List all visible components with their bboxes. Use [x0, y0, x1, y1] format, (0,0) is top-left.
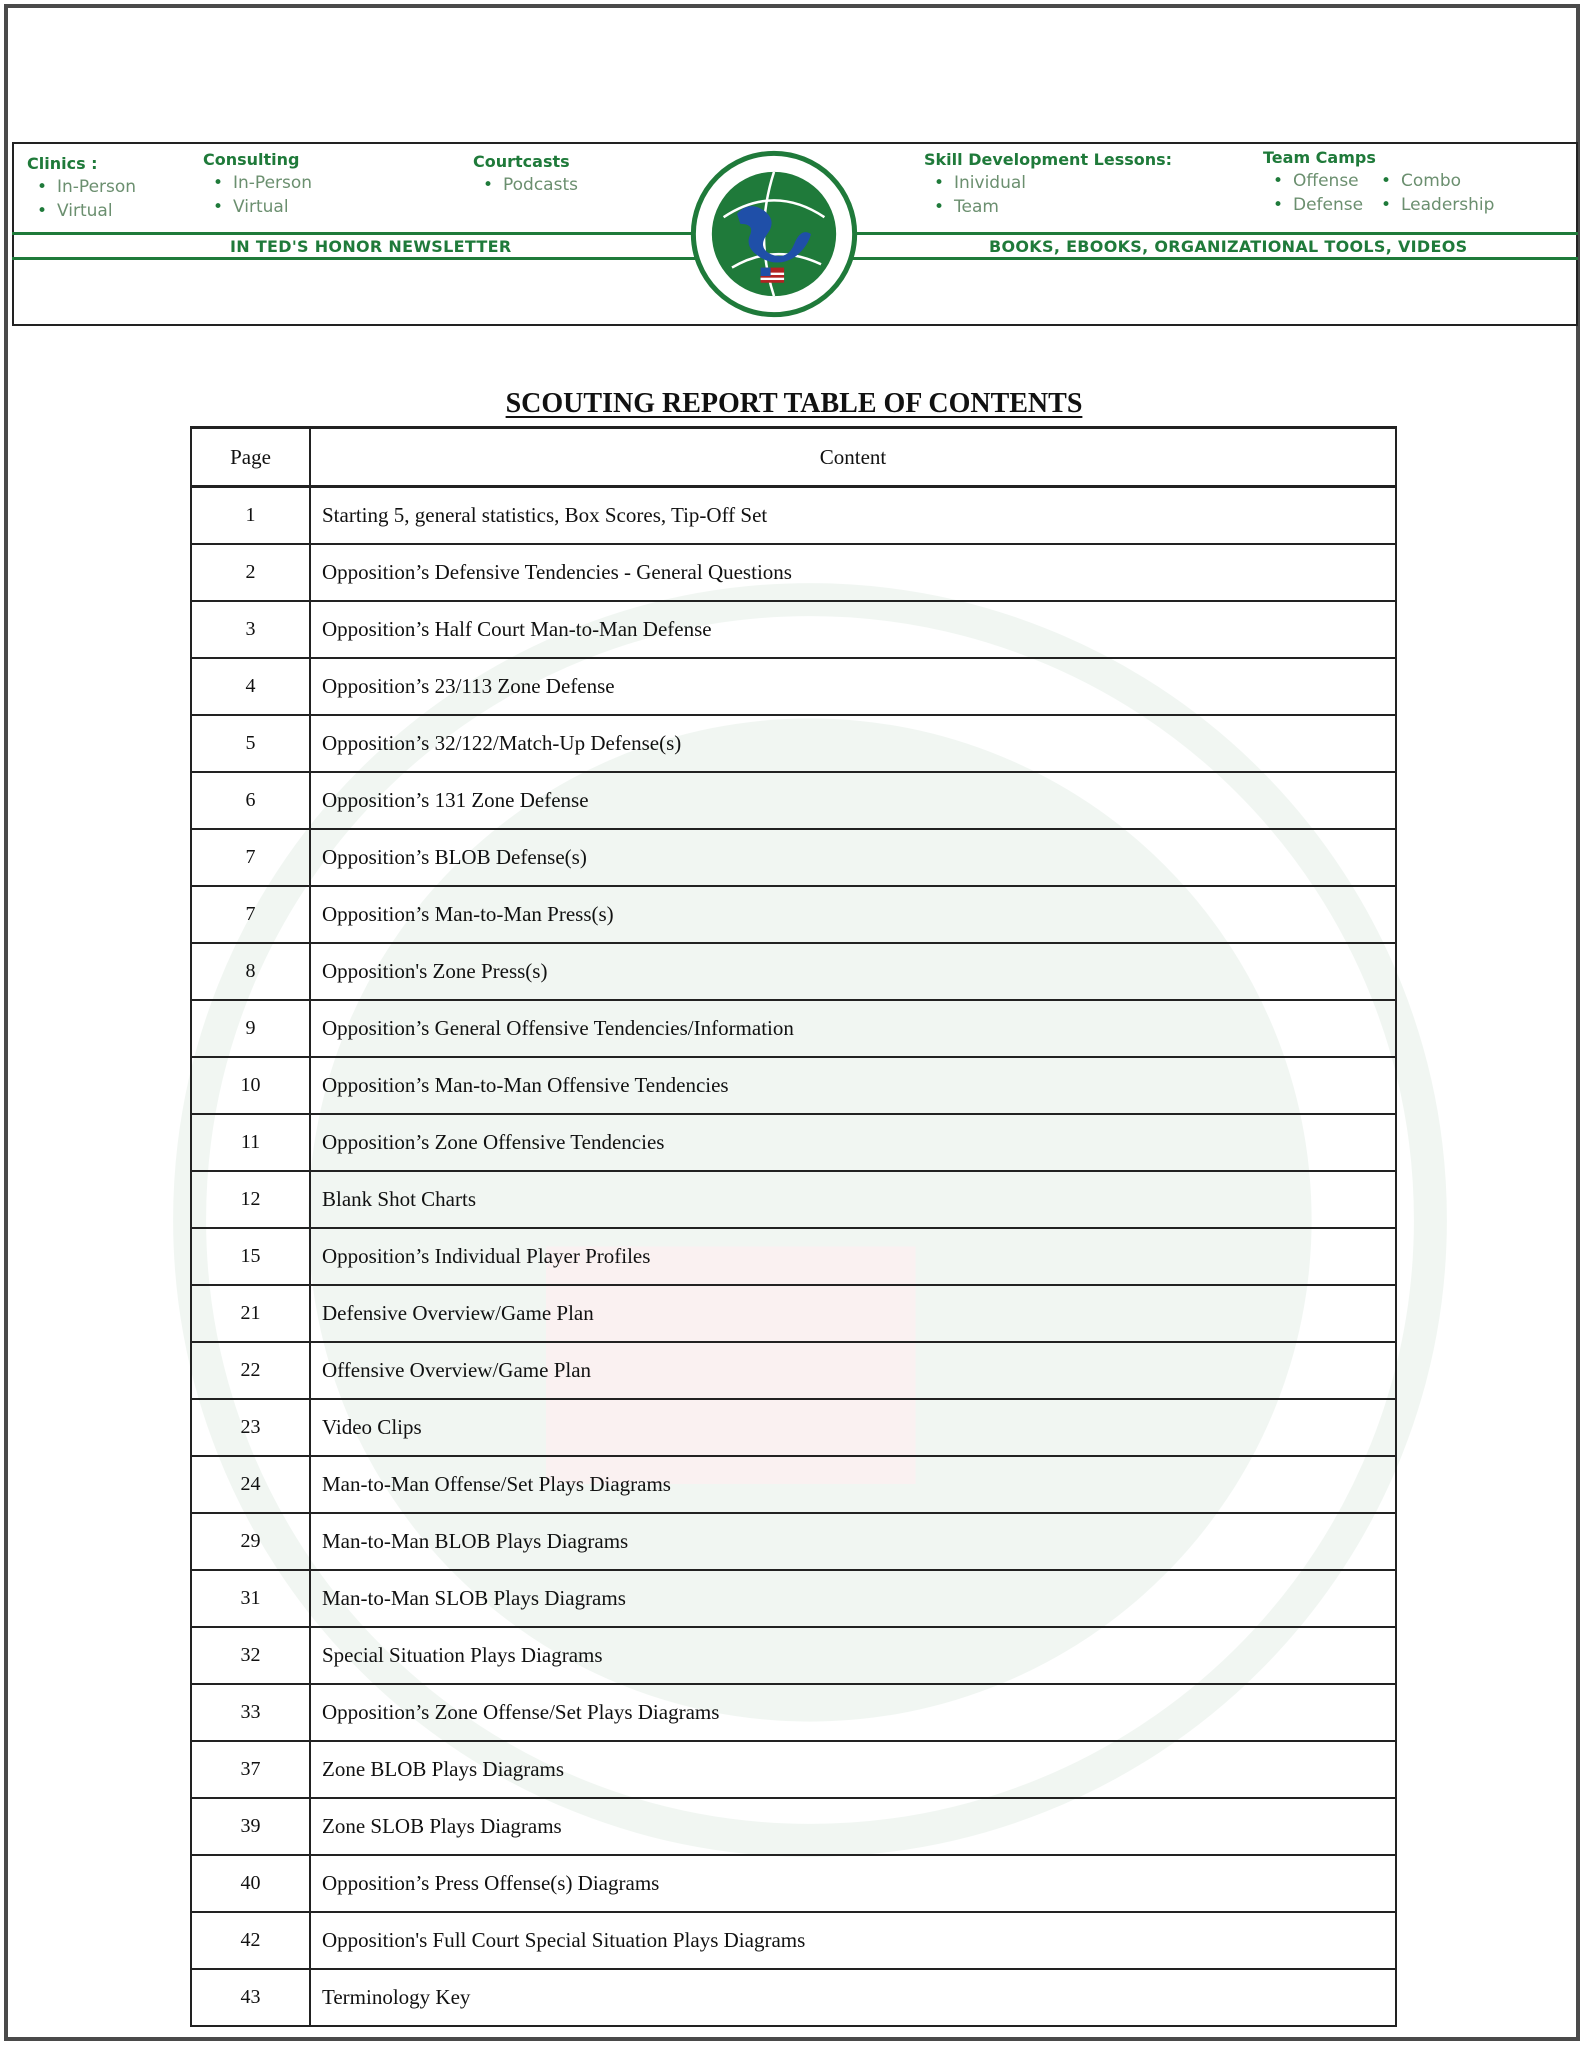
- page-title-text: SCOUTING REPORT TABLE OF CONTENTS: [505, 388, 1083, 419]
- content-cell: Special Situation Plays Diagrams: [310, 1627, 1396, 1684]
- page-number-cell: 12: [191, 1171, 310, 1228]
- table-row: [191, 1228, 1396, 1285]
- consulting-title: Consulting: [203, 150, 300, 169]
- content-cell: Opposition’s 32/122/Match-Up Defense(s): [310, 715, 1396, 772]
- content-cell: Opposition’s General Offensive Tendencies/Information: [310, 1000, 1396, 1057]
- table-row: [191, 1000, 1396, 1057]
- content-cell: Man-to-Man SLOB Plays Diagrams: [310, 1570, 1396, 1627]
- table-row: [191, 1741, 1396, 1798]
- content-cell: Opposition’s Man-to-Man Press(s): [310, 886, 1396, 943]
- content-cell: Opposition’s BLOB Defense(s): [310, 829, 1396, 886]
- network-logo: [690, 150, 858, 318]
- table-row: [191, 601, 1396, 658]
- team-camps-item: • Combo: [1401, 169, 1511, 193]
- page-number-cell: 10: [191, 1057, 310, 1114]
- page-number-cell: 15: [191, 1228, 310, 1285]
- page-number-cell: 8: [191, 943, 310, 1000]
- page-number-cell: 29: [191, 1513, 310, 1570]
- page-number-cell: 42: [191, 1912, 310, 1969]
- newsletter-banner: IN TED'S HONOR NEWSLETTER: [230, 237, 512, 256]
- table-row: [191, 772, 1396, 829]
- table-row: [191, 544, 1396, 601]
- table-row: [191, 715, 1396, 772]
- team-camps-section: [1263, 148, 1511, 217]
- consulting-item: • In-Person: [233, 171, 312, 195]
- courtcasts-title: Courtcasts: [473, 152, 570, 171]
- table-row: [191, 1171, 1396, 1228]
- page-number-cell: 24: [191, 1456, 310, 1513]
- content-cell: Zone BLOB Plays Diagrams: [310, 1741, 1396, 1798]
- table-row: [191, 1912, 1396, 1969]
- page-number-cell: 5: [191, 715, 310, 772]
- content-cell: Blank Shot Charts: [310, 1171, 1396, 1228]
- table-row: [191, 943, 1396, 1000]
- table-row: [191, 1570, 1396, 1627]
- content-cell: Defensive Overview/Game Plan: [310, 1285, 1396, 1342]
- page-number-cell: 43: [191, 1969, 310, 2026]
- table-row: [191, 1114, 1396, 1171]
- resources-banner: BOOKS, EBOOKS, ORGANIZATIONAL TOOLS, VIDEOS: [989, 237, 1468, 256]
- column-header-content: Content: [310, 428, 1396, 487]
- table-row: [191, 886, 1396, 943]
- team-camps-title: Team Camps: [1263, 148, 1376, 167]
- skill-development-title: Skill Development Lessons:: [924, 150, 1173, 169]
- content-cell: Man-to-Man BLOB Plays Diagrams: [310, 1513, 1396, 1570]
- skill-development-item: • Inividual: [954, 171, 1172, 195]
- table-row: [191, 1399, 1396, 1456]
- page-number-cell: 40: [191, 1855, 310, 1912]
- table-row: [191, 1798, 1396, 1855]
- page-number-cell: 9: [191, 1000, 310, 1057]
- content-cell: Opposition's Full Court Special Situation Plays Diagrams: [310, 1912, 1396, 1969]
- content-cell: Opposition’s Press Offense(s) Diagrams: [310, 1855, 1396, 1912]
- skill-development-section: [924, 150, 1172, 219]
- content-cell: Opposition's Zone Press(s): [310, 943, 1396, 1000]
- page-number-cell: 37: [191, 1741, 310, 1798]
- content-cell: Opposition’s 23/113 Zone Defense: [310, 658, 1396, 715]
- skill-development-item: • Team: [954, 195, 1172, 219]
- clinics-item: • Virtual: [57, 199, 136, 223]
- consulting-section: [203, 150, 312, 219]
- content-cell: Offensive Overview/Game Plan: [310, 1342, 1396, 1399]
- page-number-cell: 21: [191, 1285, 310, 1342]
- content-cell: Opposition’s Defensive Tendencies - General Questions: [310, 544, 1396, 601]
- content-cell: Opposition’s 131 Zone Defense: [310, 772, 1396, 829]
- page-number-cell: 31: [191, 1570, 310, 1627]
- table-row: [191, 1684, 1396, 1741]
- page-number-cell: 33: [191, 1684, 310, 1741]
- team-camps-item: • Leadership: [1401, 193, 1511, 217]
- page-number-cell: 1: [191, 487, 310, 545]
- table-row: [191, 487, 1396, 545]
- page-number-cell: 23: [191, 1399, 310, 1456]
- content-cell: Opposition’s Individual Player Profiles: [310, 1228, 1396, 1285]
- content-cell: Terminology Key: [310, 1969, 1396, 2026]
- page-number-cell: 7: [191, 886, 310, 943]
- page-number-cell: 4: [191, 658, 310, 715]
- page-number-cell: 32: [191, 1627, 310, 1684]
- content-cell: Opposition’s Man-to-Man Offensive Tendencies: [310, 1057, 1396, 1114]
- courtcasts-item: • Podcasts: [503, 173, 578, 197]
- content-cell: Opposition’s Zone Offensive Tendencies: [310, 1114, 1396, 1171]
- content-cell: Opposition’s Half Court Man-to-Man Defense: [310, 601, 1396, 658]
- table-row: [191, 658, 1396, 715]
- table-header-row: [191, 428, 1396, 487]
- page-number-cell: 3: [191, 601, 310, 658]
- page-number-cell: 6: [191, 772, 310, 829]
- table-row: [191, 1969, 1396, 2026]
- page-number-cell: 22: [191, 1342, 310, 1399]
- content-cell: Zone SLOB Plays Diagrams: [310, 1798, 1396, 1855]
- team-camps-item: • Defense: [1293, 193, 1401, 217]
- table-row: [191, 1456, 1396, 1513]
- page-number-cell: 39: [191, 1798, 310, 1855]
- page-number-cell: 11: [191, 1114, 310, 1171]
- content-cell: Video Clips: [310, 1399, 1396, 1456]
- content-cell: Man-to-Man Offense/Set Plays Diagrams: [310, 1456, 1396, 1513]
- table-body: [191, 487, 1396, 2027]
- clinics-section: [27, 154, 136, 223]
- clinics-item: • In-Person: [57, 175, 136, 199]
- courtcasts-section: [473, 152, 578, 197]
- table-row: [191, 1513, 1396, 1570]
- content-cell: Opposition’s Zone Offense/Set Plays Diagrams: [310, 1684, 1396, 1741]
- column-header-page: Page: [191, 428, 310, 487]
- table-row: [191, 1285, 1396, 1342]
- contents-table: [190, 426, 1397, 2027]
- page-number-cell: 7: [191, 829, 310, 886]
- consulting-item: • Virtual: [233, 195, 312, 219]
- table-row: [191, 1342, 1396, 1399]
- clinics-title: Clinics :: [27, 154, 98, 173]
- team-camps-item: • Offense: [1293, 169, 1401, 193]
- page-title: [0, 388, 1588, 420]
- table-row: [191, 829, 1396, 886]
- content-cell: Starting 5, general statistics, Box Scores, Tip-Off Set: [310, 487, 1396, 545]
- table-row: [191, 1855, 1396, 1912]
- table-row: [191, 1627, 1396, 1684]
- page-number-cell: 2: [191, 544, 310, 601]
- table-row: [191, 1057, 1396, 1114]
